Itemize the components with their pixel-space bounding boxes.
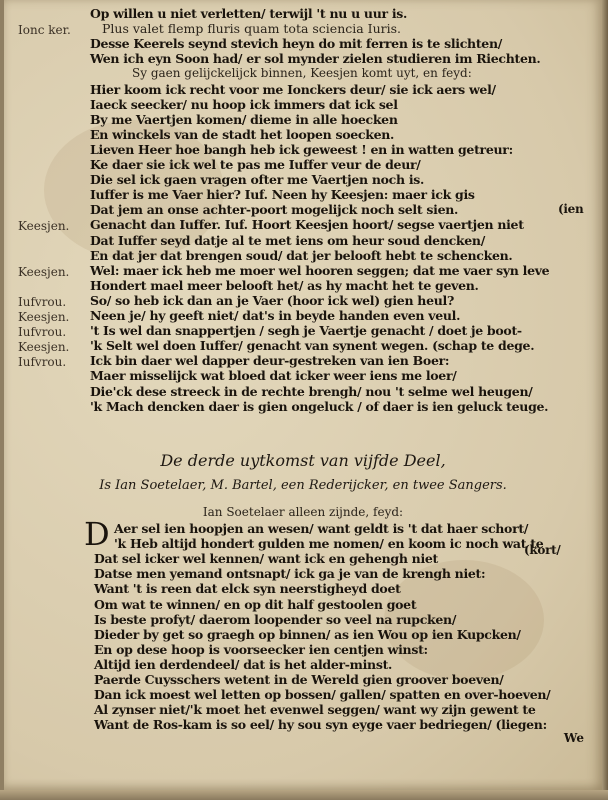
verse-text: Genacht dan Iuffer. Iuf. Hoort Keesjen hoort/ segse vaertjen niet: [90, 217, 524, 233]
verse-text: Die'ck dese streeck in de rechte brengh/ nou 't selme wel heugen/: [90, 383, 533, 399]
verse-line: [4, 323, 602, 339]
verse-line: [4, 308, 602, 324]
turnover-fragment: (ien: [558, 202, 584, 217]
verse-line: [4, 263, 602, 279]
verse-line: [4, 248, 602, 264]
verse-text: Hondert mael meer belooft het/ as hy macht het te geven.: [90, 277, 479, 293]
verse-line: [4, 612, 602, 628]
verse-line: [4, 293, 602, 309]
verse-text: Om wat te winnen/ en op dit half gestoolen goet: [94, 596, 417, 612]
verse-text: Iuffer is me Vaer hier? Iuf. Neen hy Keesjen: maer ick gis: [90, 187, 475, 203]
verse-text: Dat jem an onse achter-poort mogelijck noch selt sien.: [90, 202, 459, 218]
stage-direction: Ian Soetelaer alleen zijnde, feyd:: [202, 505, 404, 519]
verse-text: 'k Selt wel doen Iuffer/ genacht van synent wegen. (schap te dege.: [90, 338, 535, 354]
verse-text: Dieder by get so graegh op binnen/ as ien Wou op ien Kupcken/: [94, 626, 521, 642]
verse-text: Altijd ien derdendeel/ dat is het alder-minst.: [94, 656, 393, 672]
verse-line: [4, 338, 602, 354]
drop-cap: D: [84, 515, 110, 553]
verse-text: Datse men yemand ontsnapt/ ick ga je van de krengh niet:: [94, 566, 486, 582]
verse-text: Wel: maer ick heb me moer wel hooren seggen; dat me vaer syn leve: [90, 262, 550, 278]
speaker-label: Keesjen.: [18, 310, 70, 324]
verse-line: [4, 702, 602, 718]
verse-line: [4, 217, 602, 233]
speaker-label: Keesjen.: [18, 219, 70, 234]
verse-line: [4, 521, 602, 537]
verse-text: By me Vaertjen komen/ dieme in alle hoecken: [90, 111, 398, 127]
verse-text: Op willen u niet verletten/ terwijl 't nu u uur is.: [90, 6, 408, 21]
verse-text: En op dese hoop is voorseecker ien centjen winst:: [94, 641, 428, 657]
verse-text: Ke daer sie ick wel te pas me Iuffer veur de deur/: [90, 157, 421, 172]
verse-line: [4, 66, 602, 82]
verse-line: [4, 384, 602, 400]
page-bottom-edge: [0, 790, 608, 800]
verse-line: [4, 82, 602, 98]
verse-text: Want 't is reen dat elck syn neerstigheyd doet: [94, 581, 401, 597]
verse-text: Desse Keerels seynd stevich heyn do mit ferren is te slichten/: [90, 36, 503, 52]
verse-text: Is beste profyt/ daerom loopender so veel na rupcken/: [94, 611, 457, 627]
verse-text: En winckels van de stadt het loopen soecken.: [90, 126, 395, 142]
speaker-label: Iufvrou.: [18, 355, 67, 370]
verse-text: Paerde Cuysschers wetent in de Wereld gien groover boeven/: [94, 672, 504, 687]
verse-line: [4, 187, 602, 203]
speaker-label: Iufvrou.: [18, 325, 67, 340]
verse-line: [4, 202, 602, 218]
speaker-label: Keesjen.: [18, 340, 70, 355]
speaker-label: Keesjen.: [18, 264, 70, 279]
page-edge: [602, 0, 608, 800]
verse-text: Plus valet flemp fluris quam tota sciencia Iuris.: [102, 21, 402, 37]
book-page: [4, 0, 602, 790]
verse-line: [4, 6, 602, 22]
speaker-label: Ionc ker.: [18, 23, 71, 38]
verse-text: 't Is wel dan snappertjen / segh je Vaertje genacht / doet je boot-: [90, 323, 522, 339]
verse-line: [4, 672, 602, 688]
verse-line: [4, 36, 602, 52]
verse-text: Ick bin daer wel dapper deur-gestreken van ien Boer:: [90, 353, 450, 369]
verse-line: [4, 399, 602, 415]
verse-line: [4, 157, 602, 173]
verse-text: Iaeck seecker/ nu hoop ick immers dat ick sel: [90, 96, 398, 112]
verse-line: [4, 597, 602, 613]
verse-text: Lieven Heer hoe bangh heb ick geweest ! en in watten getreur:: [90, 141, 513, 157]
verse-text: Aer sel ien hoopjen an wesen/ want geldt is 't dat haer schort/: [114, 521, 529, 536]
verse-text: Al zynser niet/'k moet het evenwel seggen/ want wy zijn gewent te: [94, 702, 536, 718]
verse-line: [4, 172, 602, 188]
verse-text: Hier koom ick recht voor me Ionckers deur/ sie ick aers wel/: [90, 81, 496, 97]
verse-line: [4, 627, 602, 643]
verse-line: [4, 233, 602, 249]
verse-text: Sy gaen gelijckelijck binnen, Keesjen komt uyt, en feyd:: [132, 66, 472, 81]
verse-text: Dan ick moest wel letten op bossen/ gallen/ spatten en over-hoeven/: [94, 687, 551, 703]
verse-line: [4, 717, 602, 733]
verse-text: Die sel ick gaen vragen ofter me Vaertjen noch is.: [90, 172, 425, 188]
verse-text: Want de Ros-kam is so eel/ hy sou syn eyge vaer bedriegen/ (liegen:: [94, 717, 547, 733]
verse-text: 'k Heb altijd hondert gulden me nomen/ en koom ic noch wat te: [114, 536, 544, 552]
verse-line: [4, 127, 602, 143]
verse-line: [4, 97, 602, 113]
section-title: De derde uytkomst van vijfde Deel,: [160, 451, 446, 470]
verse-line: [4, 142, 602, 158]
catchword: We: [563, 731, 584, 745]
verse-text: Wen ich eyn Soon had/ er sol mynder zielen studieren im Riechten.: [90, 51, 541, 67]
speaker-label: Iufvrou.: [18, 294, 67, 309]
verse-line: [4, 566, 602, 582]
verse-text: So/ so heb ick dan an je Vaer (hoor ick wel) gien heul?: [90, 292, 454, 308]
verse-text: Neen je/ hy geeft niet/ dat's in beyde handen even veul.: [90, 308, 461, 323]
verse-line: [4, 353, 602, 369]
verse-text: 'k Mach dencken daer is gien ongeluck / of daer is ien geluck teuge.: [90, 398, 549, 414]
verse-line: [4, 642, 602, 658]
verse-line: [4, 51, 602, 67]
verse-line: [4, 21, 602, 37]
verse-line: [4, 112, 602, 128]
verse-text: Dat sel icker wel kennen/ want ick en gehengh niet: [94, 551, 439, 567]
verse-line: [4, 368, 602, 384]
verse-line: [4, 536, 602, 552]
verse-line: [4, 278, 602, 294]
verse-text: Dat Iuffer seyd datje al te met iens om heur soud dencken/: [90, 232, 485, 248]
verse-line: [4, 581, 602, 597]
turnover-fragment: (kort/: [524, 543, 561, 558]
verse-text: En dat jer dat brengen soud/ dat jer belooft hebt te schencken.: [90, 247, 513, 263]
verse-line: [4, 657, 602, 673]
section-cast: Is Ian Soetelaer, M. Bartel, een Rederijcker, en twee Sangers.: [99, 478, 507, 493]
verse-text: Maer misselijck wat bloed dat icker weer iens me loer/: [90, 368, 457, 384]
verse-line: [4, 687, 602, 703]
